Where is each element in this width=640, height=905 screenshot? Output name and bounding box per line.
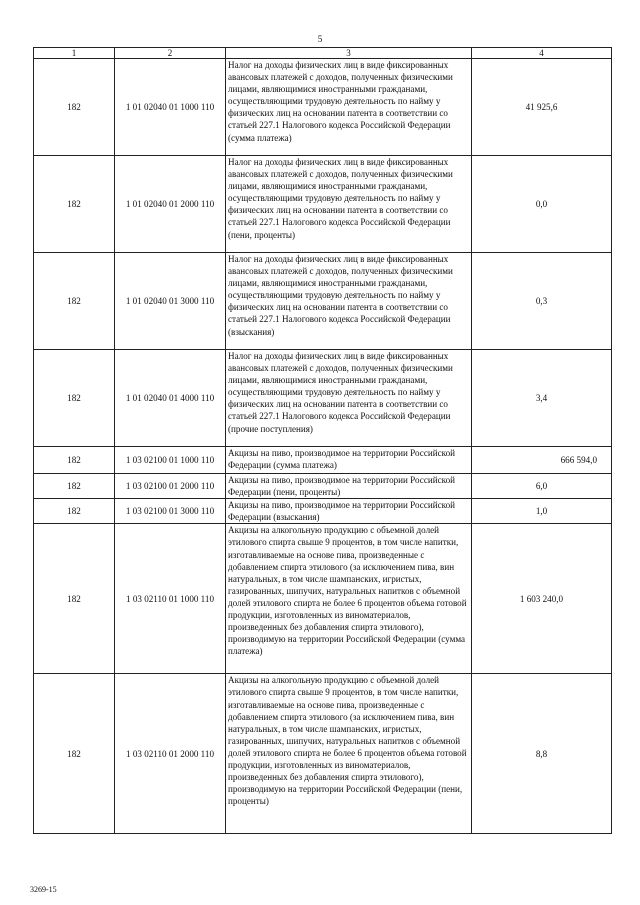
table-row xyxy=(34,253,612,350)
kbk-cell: 1 01 02040 01 2000 110 xyxy=(115,156,226,253)
kbk-cell: 1 03 02100 01 3000 110 xyxy=(115,499,226,524)
amount-cell: 666 594,0 xyxy=(472,447,612,474)
kbk-cell: 1 01 02040 01 4000 110 xyxy=(115,350,226,447)
amount-cell: 3,4 xyxy=(472,350,612,447)
page-number: 5 xyxy=(317,34,323,44)
description-text: Акцизы на пиво, производимое на территории Российской Федерации (пени, проценты) xyxy=(228,475,455,498)
description-text: Налог на доходы физических лиц в виде фиксированных авансовых платежей с доходов, полученных физическими лицами, являющимися иностранными гражданами, осуществляющими трудовую деятельность по найму у физических лиц на основании патента в соответствии со статьей 227.1 Налогового кодекса Российской Федерации (взыскания) xyxy=(228,254,453,337)
amount-cell: 6,0 xyxy=(472,474,612,499)
description-cell xyxy=(226,253,472,350)
table-row xyxy=(34,447,612,474)
table-row xyxy=(34,59,612,156)
amount-cell: 1,0 xyxy=(472,499,612,524)
table-row xyxy=(34,156,612,253)
kbk-cell: 1 03 02110 01 1000 110 xyxy=(115,524,226,674)
description-text: Акцизы на пиво, производимое на территории Российской Федерации (сумма платежа) xyxy=(228,448,455,471)
header-cell-3: 3 xyxy=(226,48,472,59)
kbk-cell: 1 01 02040 01 1000 110 xyxy=(115,59,226,156)
description-cell xyxy=(226,156,472,253)
description-text: Акцизы на алкогольную продукцию с объемной долей этилового спирта свыше 9 процентов, в том числе напитки, изготавливаемые на основе пива, произведенные с добавлением спирта этилового (за исключением пива, вин натуральных, в том числе шампанских, игристых, газированных, шипучих, натуральных напитков с объемной долей этилового спирта не более 6 процентов объема готовой продукции, изготовленных из виноматериалов, произведенных без добавления спирта этилового), производимую на территории Российской Федерации (сумма платежа) xyxy=(228,525,467,657)
description-cell xyxy=(226,674,472,834)
document-footer-code: 3269-15 xyxy=(30,885,57,894)
header-cell-1: 1 xyxy=(34,48,115,59)
description-text: Налог на доходы физических лиц в виде фиксированных авансовых платежей с доходов, полученных физическими лицами, являющимися иностранными гражданами, осуществляющими трудовую деятельность по найму у физических лиц на основании патента в соответствии со статьей 227.1 Налогового кодекса Российской Федерации (сумма платежа) xyxy=(228,60,453,143)
header-cell-2: 2 xyxy=(115,48,226,59)
table-row xyxy=(34,350,612,447)
description-text: Акцизы на алкогольную продукцию с объемной долей этилового спирта свыше 9 процентов, в том числе напитки, изготавливаемые на основе пива, произведенные с добавлением спирта этилового (за исключением пива, вин натуральных, в том числе шампанских, игристых, газированных, шипучих, натуральных напитков с объемной долей этилового спирта не более 6 процентов объема готовой продукции, изготовленных из виноматериалов, произведенных без добавления спирта этилового), производимую на территории Российской Федерации (пени, проценты) xyxy=(228,675,467,807)
table-row xyxy=(34,674,612,834)
description-cell xyxy=(226,499,472,524)
description-cell xyxy=(226,447,472,474)
admin-code-cell: 182 xyxy=(34,474,115,499)
table-row xyxy=(34,499,612,524)
description-text: Акцизы на пиво, производимое на территории Российской Федерации (взыскания) xyxy=(228,500,455,523)
description-text: Налог на доходы физических лиц в виде фиксированных авансовых платежей с доходов, полученных физическими лицами, являющимися иностранными гражданами, осуществляющими трудовую деятельность по найму у физических лиц на основании патента в соответствии со статьей 227.1 Налогового кодекса Российской Федерации (пени, проценты) xyxy=(228,157,453,240)
amount-cell: 41 925,6 xyxy=(472,59,612,156)
kbk-cell: 1 03 02110 01 2000 110 xyxy=(115,674,226,834)
description-cell xyxy=(226,59,472,156)
table-row xyxy=(34,474,612,499)
kbk-cell: 1 03 02100 01 2000 110 xyxy=(115,474,226,499)
kbk-cell: 1 03 02100 01 1000 110 xyxy=(115,447,226,474)
amount-cell: 8,8 xyxy=(472,674,612,834)
admin-code-cell: 182 xyxy=(34,447,115,474)
admin-code-cell: 182 xyxy=(34,156,115,253)
table-header-row xyxy=(34,48,612,59)
amount-cell: 1 603 240,0 xyxy=(472,524,612,674)
header-cell-4: 4 xyxy=(472,48,612,59)
kbk-cell: 1 01 02040 01 3000 110 xyxy=(115,253,226,350)
admin-code-cell: 182 xyxy=(34,59,115,156)
admin-code-cell: 182 xyxy=(34,499,115,524)
description-text: Налог на доходы физических лиц в виде фиксированных авансовых платежей с доходов, полученных физическими лицами, являющимися иностранными гражданами, осуществляющими трудовую деятельность по найму у физических лиц на основании патента в соответствии со статьей 227.1 Налогового кодекса Российской Федерации (прочие поступления) xyxy=(228,351,453,434)
description-cell xyxy=(226,350,472,447)
admin-code-cell: 182 xyxy=(34,350,115,447)
amount-cell: 0,0 xyxy=(472,156,612,253)
amount-cell: 0,3 xyxy=(472,253,612,350)
table-row xyxy=(34,524,612,674)
admin-code-cell: 182 xyxy=(34,674,115,834)
revenue-table xyxy=(33,47,612,834)
admin-code-cell: 182 xyxy=(34,253,115,350)
description-cell xyxy=(226,524,472,674)
description-cell xyxy=(226,474,472,499)
admin-code-cell: 182 xyxy=(34,524,115,674)
